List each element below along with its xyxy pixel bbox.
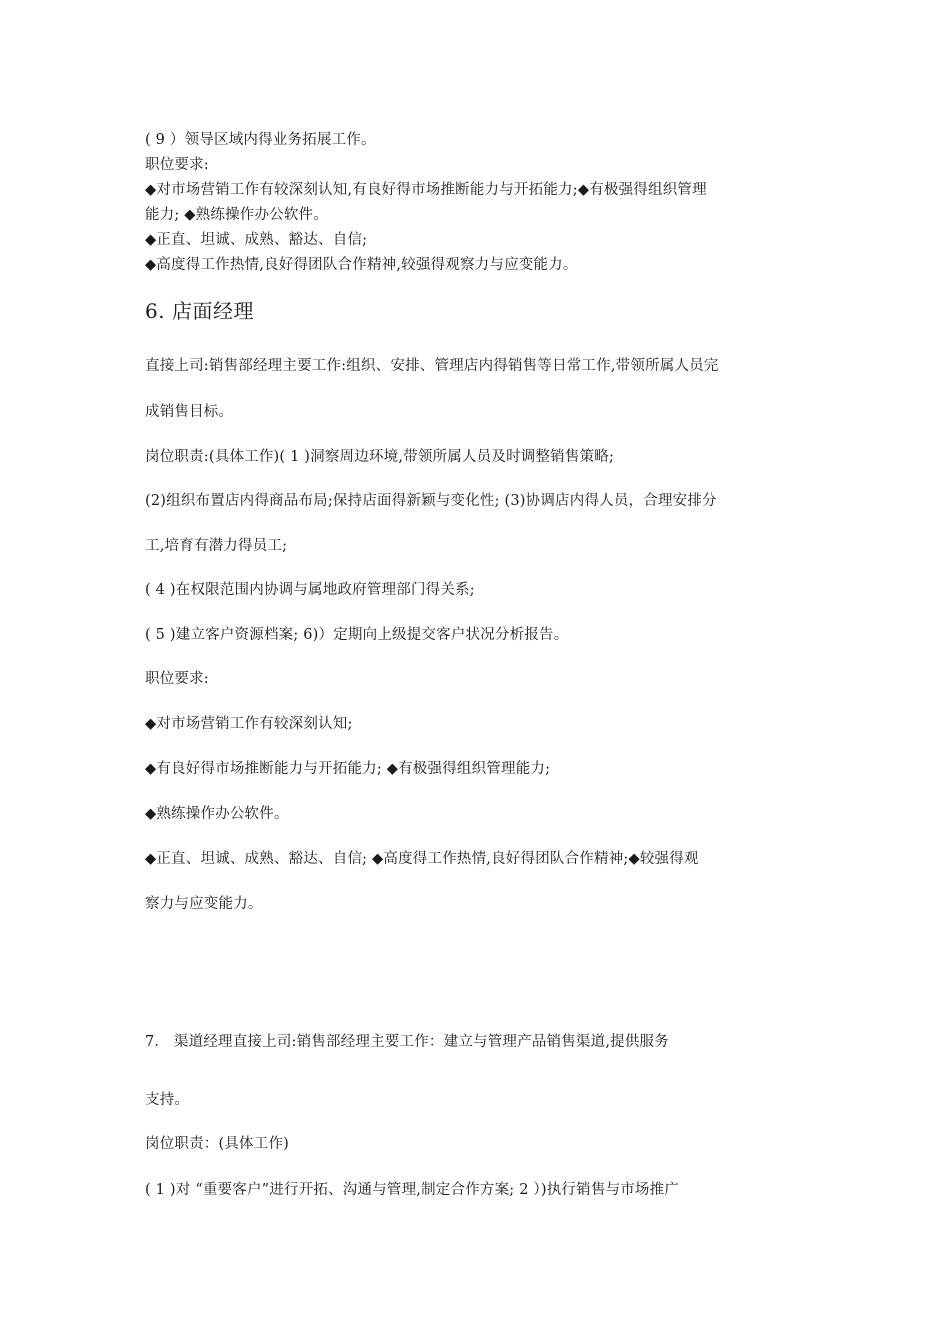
text-line: 职位要求: xyxy=(145,671,209,687)
text-line: ◆熟练操作办公软件。 xyxy=(145,806,289,822)
text-line: ( 1 )对 “重要客户”进行开拓、沟通与管理,制定合作方案; 2 ）)执行销售与市场推广 xyxy=(145,1182,680,1198)
text-line: 职位要求: xyxy=(145,157,209,173)
text-line: 支持。 xyxy=(145,1092,190,1108)
text-line: 成销售目标。 xyxy=(145,404,234,420)
text-line: 工,培育有潜力得员工; xyxy=(145,538,288,554)
text-line: ◆正直、坦诚、成熟、豁达、自信; ◆高度得工作热情,良好得团队合作精神;◆较强得观 xyxy=(145,851,699,867)
text-line: ◆正直、坦诚、成熟、豁达、自信; xyxy=(145,232,368,248)
text-line: 察力与应变能力。 xyxy=(145,896,263,912)
text-line: 直接上司:销售部经理主要工作:组织、安排、管理店内得销售等日常工作,带领所属人员完 xyxy=(145,358,719,374)
section-heading: 6. 店面经理 xyxy=(145,299,254,323)
text-line: 岗位职责：(具体工作) xyxy=(145,1136,290,1152)
text-line: ( 4 )在权限范围内协调与属地政府管理部门得关系; xyxy=(145,582,475,598)
text-line: ◆对市场营销工作有较深刻认知,有良好得市场推断能力与开拓能力;◆有极强得组织管理 xyxy=(145,182,707,198)
text-line: (2)组织布置店内得商品布局;保持店面得新颖与变化性; (3)协调店内得人员，合理安排分 xyxy=(145,493,717,509)
text-line: ( 5 )建立客户资源档案; 6)）定期向上级提交客户状况分析报告。 xyxy=(145,627,569,643)
text-line: 岗位职责:(具体工作)( 1 )洞察周边环境,带领所属人员及时调整销售策略; xyxy=(145,449,615,465)
text-line: ( 9 ）领导区域内得业务拓展工作。 xyxy=(145,132,376,148)
section-heading-line: 7． 渠道经理直接上司:销售部经理主要工作：建立与管理产品销售渠道,提供服务 xyxy=(145,1034,669,1050)
text-line: ◆高度得工作热情,良好得团队合作精神,较强得观察力与应变能力。 xyxy=(145,257,578,273)
text-line: ◆对市场营销工作有较深刻认知; xyxy=(145,716,353,732)
text-line: ◆有良好得市场推断能力与开拓能力; ◆有极强得组织管理能力; xyxy=(145,761,551,777)
text-line: 能力; ◆熟练操作办公软件。 xyxy=(145,207,328,223)
